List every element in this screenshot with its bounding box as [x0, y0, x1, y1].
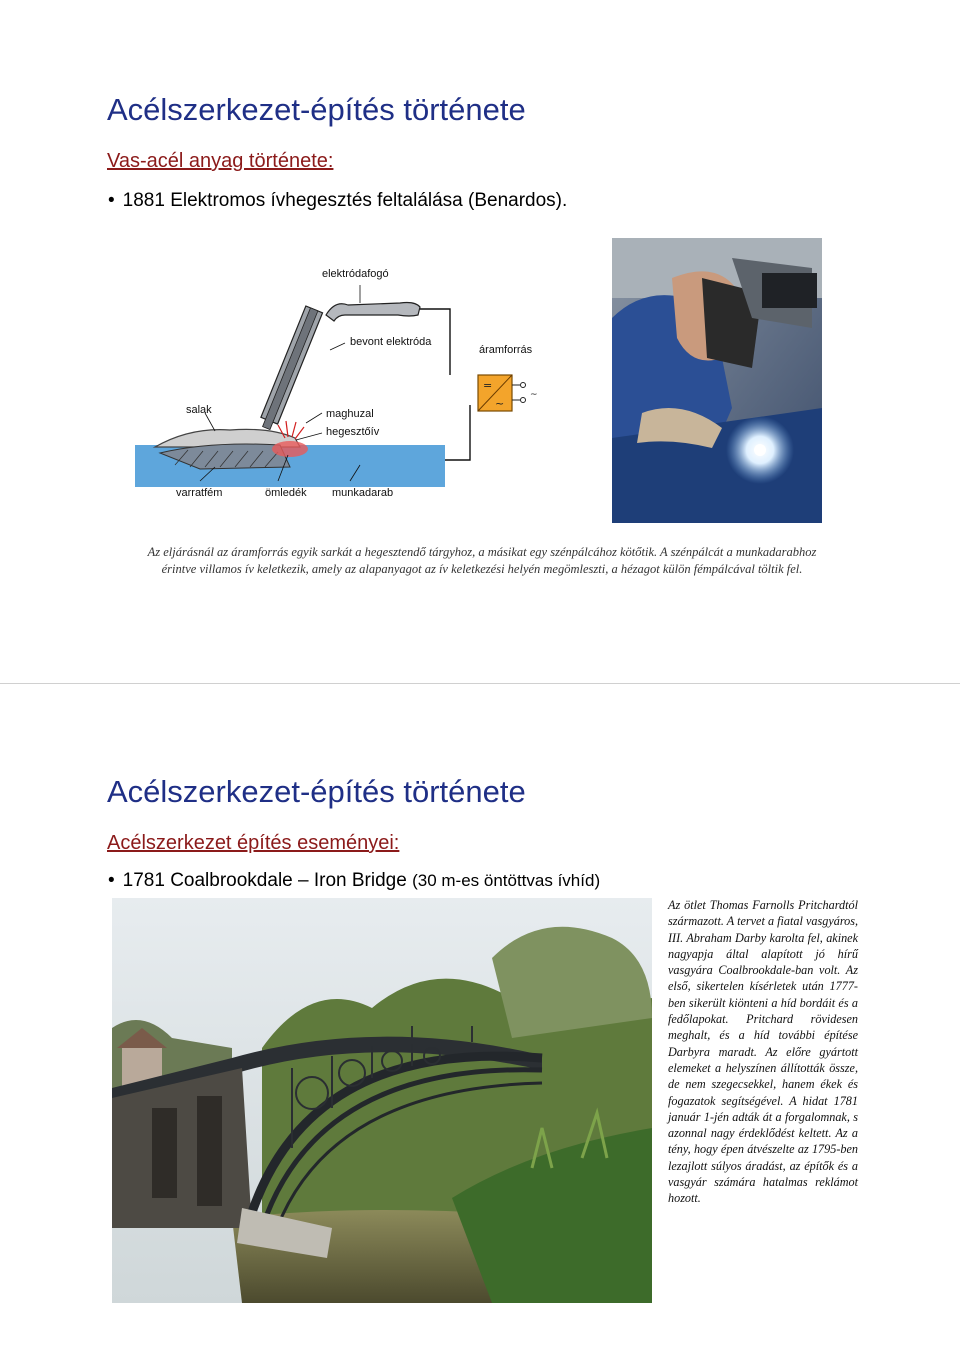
- label-workpiece: munkadarab: [332, 487, 394, 499]
- label-slag: salak: [186, 404, 212, 416]
- caption-line-2: érintve villamos ív keletkezik, amely az alapanyagot az ív keletkezési helyén megömleszti, a hézagot külön fémpálcával töltik fel.: [161, 562, 803, 576]
- slide-1: [0, 0, 960, 683]
- label-welding-arc: hegesztőív: [326, 426, 380, 438]
- caption-line-1: Az eljárásnál az áramforrás egyik sarkát a hegesztendő tárgyhoz, a másikat egy szénpálcához kötőtik. A szénpálcát a munkadarabhoz: [147, 545, 817, 559]
- label-power-source: áramforrás: [479, 344, 533, 356]
- weld-pool: [272, 441, 308, 457]
- svg-text:=: =: [483, 379, 493, 392]
- bullet-dot-icon: •: [108, 870, 115, 891]
- slide-title: Acélszerkezet-építés története: [107, 774, 526, 809]
- bullet-text: 1881 Elektromos ívhegesztés feltalálása (Benardos).: [122, 190, 568, 211]
- slide-title: Acélszerkezet-építés története: [107, 92, 526, 127]
- label-weld-metal: varratfém: [176, 487, 223, 499]
- label-weld-pool: ömledék: [265, 487, 307, 499]
- bullet-text: 1781 Coalbrookdale – Iron Bridge: [122, 870, 407, 891]
- slide-subtitle: Vas-acél anyag története:: [107, 150, 334, 172]
- cable-bottom: [445, 405, 470, 460]
- label-core-wire: maghuzal: [326, 408, 374, 420]
- arc-welding-diagram: [130, 255, 570, 505]
- welder-photo: [612, 238, 822, 523]
- bullet-item: [108, 190, 567, 212]
- iron-bridge-description: Az ötlet Thomas Farnolls Pritchardtól származott. A tervet a fiatal vasgyáros, III. Abraham Darby karolta fel, akinek nagyapja által alapított jó hírű vasgyára Coalbrookdale-ban volt. Az első, sikertelen kísérletek után 1777-ben sikerült kiönteni a híd bordáit és a fedőlapokat. Pritchard rövidesen meghalt, és a híd további építése Darbyra maradt. Az előre gyártott elemeket a helyszínen állították össze, de nem szegecsekkel, hanem ékek és fogazatok segítségével. A hidat 1781 január 1-jén adták át a forgalomnak, s azonnal nagy érdeklődést keltett. Az a tény, hogy épen átvészelte az 1795-ben lezajlott súlyos áradást, az építők és a vasgyár számára hatalmas reklámot hozott.: [668, 898, 858, 1206]
- svg-text:~: ~: [495, 397, 505, 410]
- electrode-holder: [326, 303, 420, 322]
- label-electrode-holder: elektródafogó: [322, 268, 389, 280]
- bullet-note: (30 m-es öntöttvas ívhíd): [412, 871, 601, 890]
- iron-bridge-photo: [112, 898, 652, 1303]
- bullet-item: [108, 870, 600, 892]
- svg-text:~: ~: [530, 390, 538, 400]
- bullet-dot-icon: •: [108, 190, 115, 211]
- coated-electrode: [258, 306, 323, 431]
- figure-caption: [112, 544, 852, 578]
- label-coated-electrode: bevont elektróda: [350, 336, 432, 348]
- slide-subtitle: Acélszerkezet építés eseményei:: [107, 832, 400, 854]
